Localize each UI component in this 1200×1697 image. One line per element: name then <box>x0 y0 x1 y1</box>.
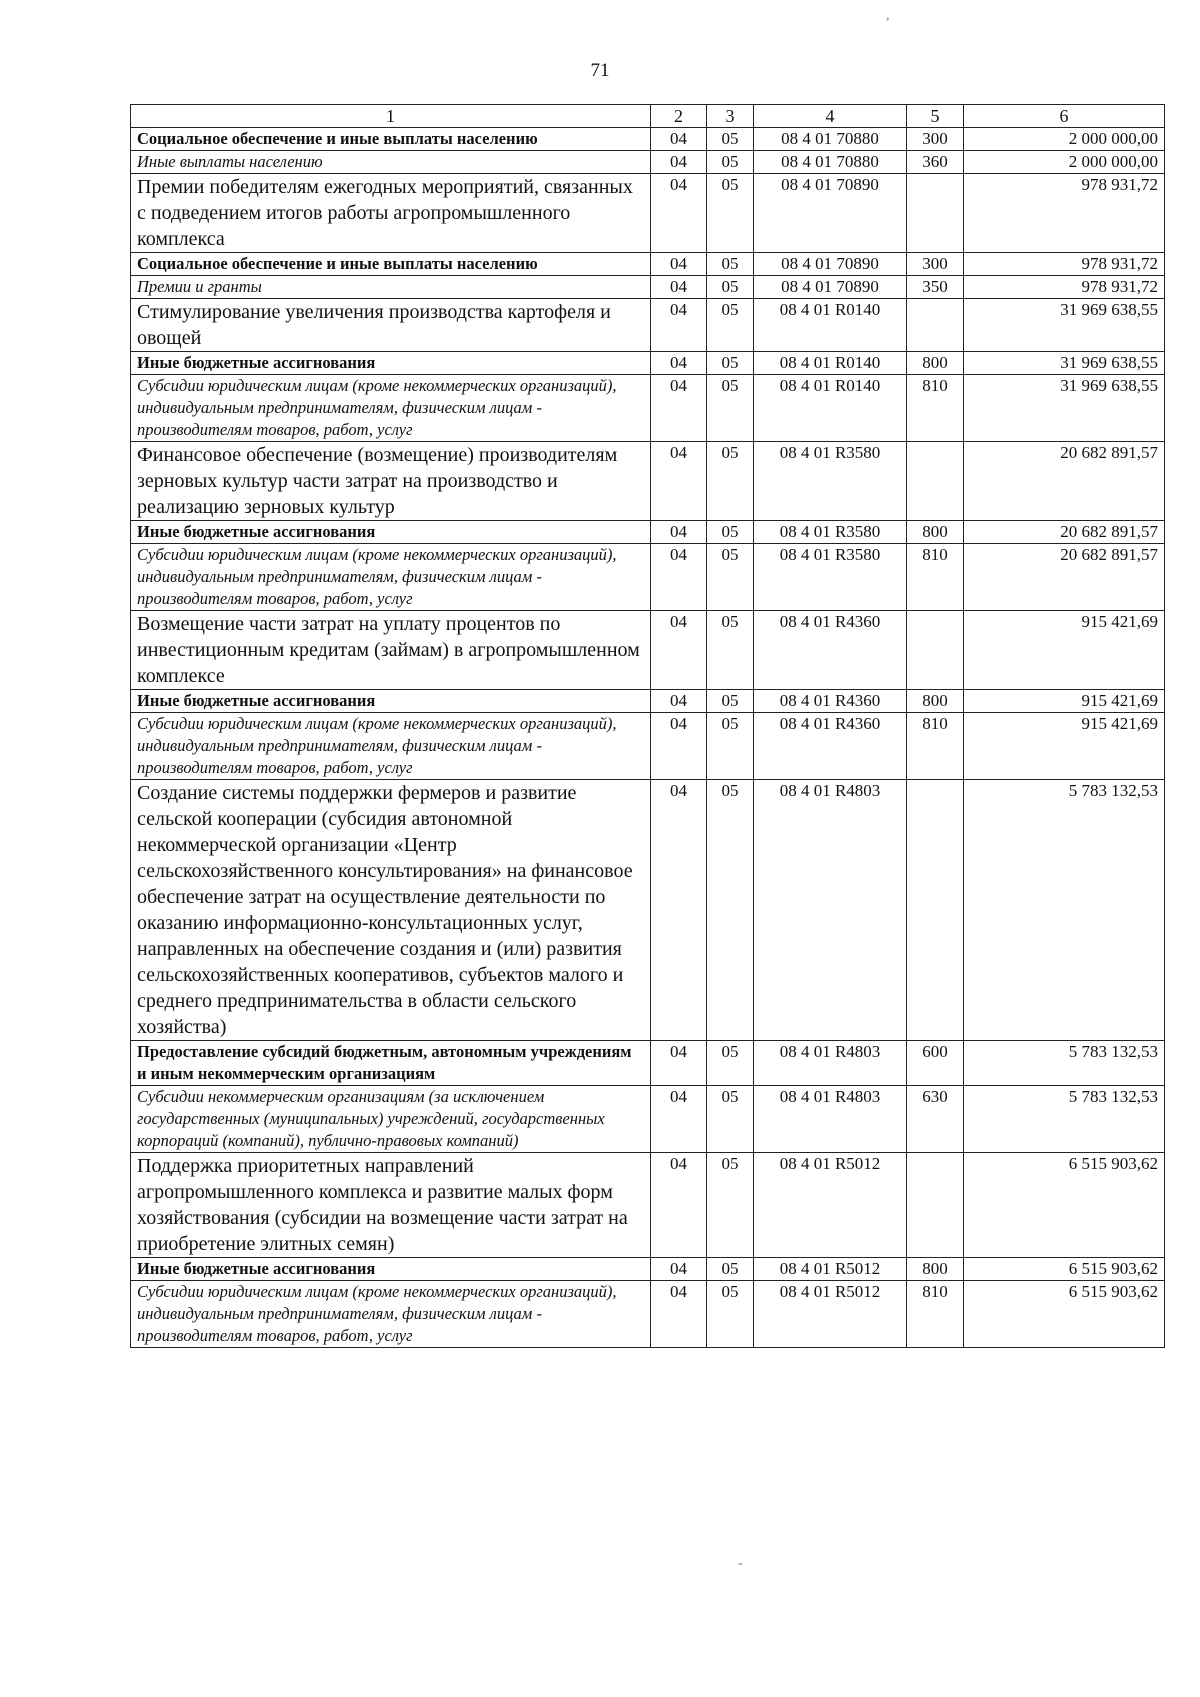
name-cell: Субсидии юридическим лицам (кроме некоммерческих организаций), индивидуальным предпринимателям, физическим лицам - производителям товаров, работ, услуг <box>131 1281 651 1348</box>
table-row <box>131 151 1165 174</box>
name-cell: Социальное обеспечение и иные выплаты населению <box>131 128 651 151</box>
section-code-cell: 04 <box>651 611 707 690</box>
amount-cell: 5 783 132,53 <box>964 1086 1165 1153</box>
expense-type-cell: 350 <box>907 276 964 299</box>
name-cell: Возмещение части затрат на уплату процентов по инвестиционным кредитам (займам) в агропромышленном комплексе <box>131 611 651 690</box>
table-row <box>131 1258 1165 1281</box>
subsection-code-cell: 05 <box>707 1258 754 1281</box>
section-code-cell: 04 <box>651 1086 707 1153</box>
section-code-cell: 04 <box>651 276 707 299</box>
name-cell: Стимулирование увеличения производства картофеля и овощей <box>131 299 651 352</box>
subsection-code-cell: 05 <box>707 1041 754 1086</box>
header-cell: 3 <box>707 105 754 128</box>
section-code-cell: 04 <box>651 128 707 151</box>
subsection-code-cell: 05 <box>707 375 754 442</box>
section-code-cell: 04 <box>651 713 707 780</box>
subsection-code-cell: 05 <box>707 1086 754 1153</box>
amount-cell: 6 515 903,62 <box>964 1153 1165 1258</box>
expense-type-cell: 810 <box>907 713 964 780</box>
expense-type-cell: 800 <box>907 690 964 713</box>
section-code-cell: 04 <box>651 1258 707 1281</box>
target-article-cell: 08 4 01 R5012 <box>754 1153 907 1258</box>
name-cell: Субсидии юридическим лицам (кроме некоммерческих организаций), индивидуальным предпринимателям, физическим лицам - производителям товаров, работ, услуг <box>131 713 651 780</box>
section-code-cell: 04 <box>651 1153 707 1258</box>
expense-type-cell <box>907 299 964 352</box>
target-article-cell: 08 4 01 R4360 <box>754 611 907 690</box>
amount-cell: 978 931,72 <box>964 174 1165 253</box>
expense-type-cell <box>907 611 964 690</box>
table-row <box>131 128 1165 151</box>
expense-type-cell: 600 <box>907 1041 964 1086</box>
amount-cell: 31 969 638,55 <box>964 299 1165 352</box>
header-row <box>131 105 1165 128</box>
table-row <box>131 1153 1165 1258</box>
amount-cell: 5 783 132,53 <box>964 780 1165 1041</box>
amount-cell: 915 421,69 <box>964 713 1165 780</box>
table-row <box>131 780 1165 1041</box>
target-article-cell: 08 4 01 R5012 <box>754 1258 907 1281</box>
name-cell: Создание системы поддержки фермеров и развитие сельской кооперации (субсидия автономной некоммерческой организации «Центр сельскохозяйственного консультирования» на финансовое обеспечение затрат на осуществление деятельности по оказанию информационно-консультационных услуг, направленных на обеспечение создания и (или) развития сельскохозяйственных кооперативов, субъектов малого и среднего предпринимательства в области сельского хозяйства) <box>131 780 651 1041</box>
section-code-cell: 04 <box>651 299 707 352</box>
expense-type-cell <box>907 174 964 253</box>
amount-cell: 20 682 891,57 <box>964 521 1165 544</box>
amount-cell: 2 000 000,00 <box>964 128 1165 151</box>
target-article-cell: 08 4 01 R0140 <box>754 299 907 352</box>
expense-type-cell: 300 <box>907 253 964 276</box>
target-article-cell: 08 4 01 R0140 <box>754 352 907 375</box>
header-cell: 4 <box>754 105 907 128</box>
table-row <box>131 521 1165 544</box>
subsection-code-cell: 05 <box>707 521 754 544</box>
section-code-cell: 04 <box>651 352 707 375</box>
name-cell: Субсидии некоммерческим организациям (за исключением государственных (муниципальных) учреждений, государственных корпораций (компаний), публично-правовых компаний) <box>131 1086 651 1153</box>
section-code-cell: 04 <box>651 521 707 544</box>
target-article-cell: 08 4 01 70890 <box>754 253 907 276</box>
table-header <box>131 105 1165 128</box>
name-cell: Субсидии юридическим лицам (кроме некоммерческих организаций), индивидуальным предпринимателям, физическим лицам - производителям товаров, работ, услуг <box>131 375 651 442</box>
table-row <box>131 1086 1165 1153</box>
section-code-cell: 04 <box>651 1281 707 1348</box>
subsection-code-cell: 05 <box>707 544 754 611</box>
name-cell: Премии и гранты <box>131 276 651 299</box>
target-article-cell: 08 4 01 R4803 <box>754 780 907 1041</box>
expense-type-cell <box>907 442 964 521</box>
expense-type-cell: 810 <box>907 544 964 611</box>
target-article-cell: 08 4 01 R0140 <box>754 375 907 442</box>
target-article-cell: 08 4 01 70890 <box>754 276 907 299</box>
section-code-cell: 04 <box>651 442 707 521</box>
table-row <box>131 299 1165 352</box>
amount-cell: 978 931,72 <box>964 276 1165 299</box>
target-article-cell: 08 4 01 R4360 <box>754 690 907 713</box>
name-cell: Иные бюджетные ассигнования <box>131 690 651 713</box>
name-cell: Социальное обеспечение и иные выплаты населению <box>131 253 651 276</box>
expense-type-cell: 360 <box>907 151 964 174</box>
subsection-code-cell: 05 <box>707 1153 754 1258</box>
target-article-cell: 08 4 01 R4803 <box>754 1041 907 1086</box>
table-row <box>131 1041 1165 1086</box>
subsection-code-cell: 05 <box>707 174 754 253</box>
subsection-code-cell: 05 <box>707 780 754 1041</box>
target-article-cell: 08 4 01 70890 <box>754 174 907 253</box>
name-cell: Премии победителям ежегодных мероприятий, связанных с подведением итогов работы агропромышленного комплекса <box>131 174 651 253</box>
section-code-cell: 04 <box>651 151 707 174</box>
subsection-code-cell: 05 <box>707 253 754 276</box>
subsection-code-cell: 05 <box>707 151 754 174</box>
expense-type-cell: 800 <box>907 352 964 375</box>
name-cell: Поддержка приоритетных направлений агропромышленного комплекса и развитие малых форм хозяйствования (субсидии на возмещение части затрат на приобретение элитных семян) <box>131 1153 651 1258</box>
subsection-code-cell: 05 <box>707 690 754 713</box>
header-cell: 5 <box>907 105 964 128</box>
expense-type-cell <box>907 780 964 1041</box>
section-code-cell: 04 <box>651 780 707 1041</box>
subsection-code-cell: 05 <box>707 352 754 375</box>
amount-cell: 31 969 638,55 <box>964 375 1165 442</box>
amount-cell: 915 421,69 <box>964 690 1165 713</box>
amount-cell: 5 783 132,53 <box>964 1041 1165 1086</box>
table-row <box>131 375 1165 442</box>
amount-cell: 2 000 000,00 <box>964 151 1165 174</box>
name-cell: Иные бюджетные ассигнования <box>131 521 651 544</box>
header-cell: 2 <box>651 105 707 128</box>
subsection-code-cell: 05 <box>707 713 754 780</box>
section-code-cell: 04 <box>651 544 707 611</box>
scan-speck: - <box>738 1556 743 1571</box>
table-body <box>131 128 1165 1348</box>
table-row <box>131 276 1165 299</box>
expense-type-cell: 300 <box>907 128 964 151</box>
table-row <box>131 174 1165 253</box>
page-number: 71 <box>590 60 610 81</box>
section-code-cell: 04 <box>651 690 707 713</box>
target-article-cell: 08 4 01 70880 <box>754 128 907 151</box>
expense-type-cell: 800 <box>907 1258 964 1281</box>
subsection-code-cell: 05 <box>707 1281 754 1348</box>
name-cell: Финансовое обеспечение (возмещение) производителям зерновых культур части затрат на производство и реализацию зерновых культур <box>131 442 651 521</box>
section-code-cell: 04 <box>651 174 707 253</box>
table-row <box>131 544 1165 611</box>
name-cell: Иные выплаты населению <box>131 151 651 174</box>
table-row <box>131 611 1165 690</box>
expense-type-cell: 810 <box>907 1281 964 1348</box>
amount-cell: 6 515 903,62 <box>964 1281 1165 1348</box>
table-row <box>131 352 1165 375</box>
header-cell: 6 <box>964 105 1165 128</box>
amount-cell: 31 969 638,55 <box>964 352 1165 375</box>
subsection-code-cell: 05 <box>707 299 754 352</box>
table-row <box>131 253 1165 276</box>
amount-cell: 978 931,72 <box>964 253 1165 276</box>
name-cell: Иные бюджетные ассигнования <box>131 1258 651 1281</box>
expense-type-cell <box>907 1153 964 1258</box>
target-article-cell: 08 4 01 R5012 <box>754 1281 907 1348</box>
section-code-cell: 04 <box>651 1041 707 1086</box>
amount-cell: 915 421,69 <box>964 611 1165 690</box>
table-row <box>131 690 1165 713</box>
target-article-cell: 08 4 01 R3580 <box>754 521 907 544</box>
section-code-cell: 04 <box>651 375 707 442</box>
target-article-cell: 08 4 01 70880 <box>754 151 907 174</box>
name-cell: Иные бюджетные ассигнования <box>131 352 651 375</box>
name-cell: Предоставление субсидий бюджетным, автономным учреждениям и иным некоммерческим организациям <box>131 1041 651 1086</box>
header-cell: 1 <box>131 105 651 128</box>
subsection-code-cell: 05 <box>707 128 754 151</box>
subsection-code-cell: 05 <box>707 442 754 521</box>
expense-type-cell: 800 <box>907 521 964 544</box>
subsection-code-cell: 05 <box>707 611 754 690</box>
target-article-cell: 08 4 01 R4803 <box>754 1086 907 1153</box>
target-article-cell: 08 4 01 R4360 <box>754 713 907 780</box>
amount-cell: 6 515 903,62 <box>964 1258 1165 1281</box>
subsection-code-cell: 05 <box>707 276 754 299</box>
table-row <box>131 713 1165 780</box>
table-row <box>131 442 1165 521</box>
budget-table <box>130 104 1165 1348</box>
table-row <box>131 1281 1165 1348</box>
section-code-cell: 04 <box>651 253 707 276</box>
target-article-cell: 08 4 01 R3580 <box>754 442 907 521</box>
expense-type-cell: 810 <box>907 375 964 442</box>
scan-speck: , <box>886 8 890 23</box>
amount-cell: 20 682 891,57 <box>964 544 1165 611</box>
target-article-cell: 08 4 01 R3580 <box>754 544 907 611</box>
amount-cell: 20 682 891,57 <box>964 442 1165 521</box>
name-cell: Субсидии юридическим лицам (кроме некоммерческих организаций), индивидуальным предпринимателям, физическим лицам - производителям товаров, работ, услуг <box>131 544 651 611</box>
expense-type-cell: 630 <box>907 1086 964 1153</box>
